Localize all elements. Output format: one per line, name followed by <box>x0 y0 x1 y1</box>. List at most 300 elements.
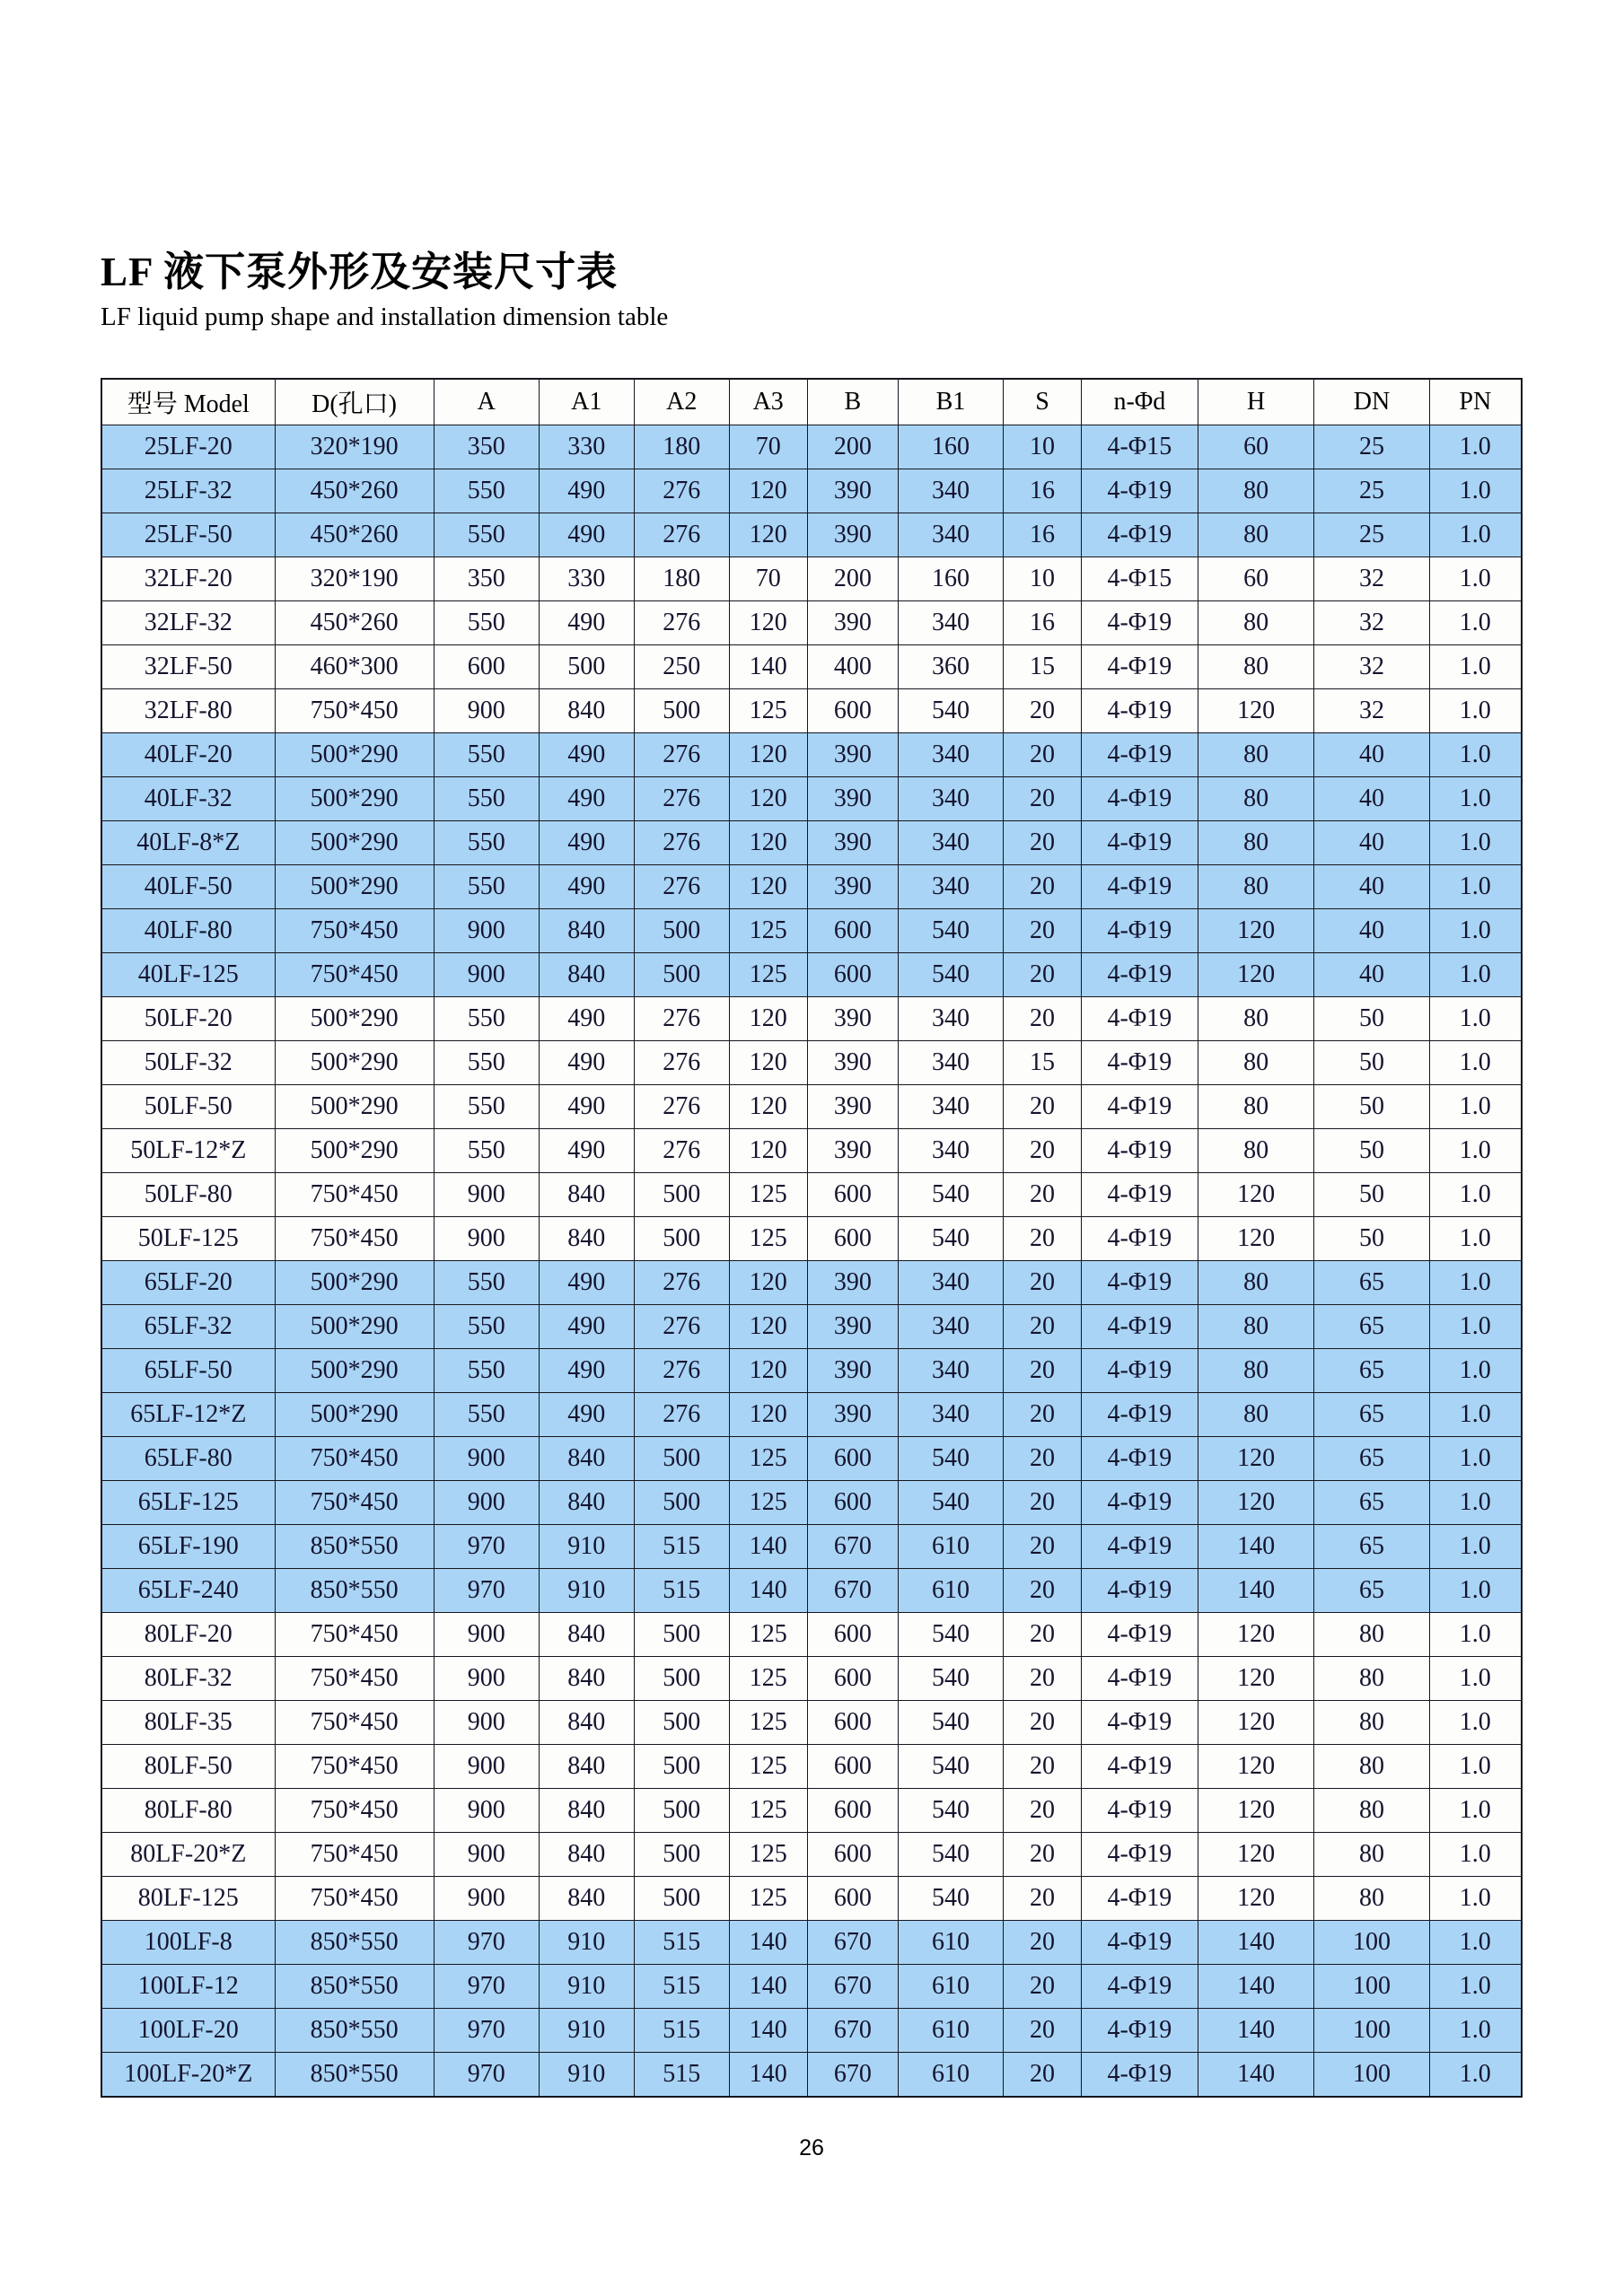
page-number: 26 <box>799 2134 824 2160</box>
table-row <box>101 556 1522 600</box>
cell-a2: 500 <box>634 1700 729 1744</box>
cell-s: 20 <box>1004 732 1082 776</box>
cell-h: 60 <box>1198 425 1314 469</box>
cell-pn: 1.0 <box>1429 1084 1522 1128</box>
cell-b1: 610 <box>898 1524 1003 1568</box>
table-row <box>101 1876 1522 1920</box>
cell-dn: 50 <box>1314 996 1429 1040</box>
cell-model: 50LF-80 <box>101 1172 275 1216</box>
cell-s: 20 <box>1004 996 1082 1040</box>
cell-a3: 70 <box>729 425 807 469</box>
cell-a1: 500 <box>539 644 634 688</box>
cell-h: 140 <box>1198 1964 1314 2008</box>
cell-a: 550 <box>434 776 539 820</box>
cell-pn: 1.0 <box>1429 1392 1522 1436</box>
cell-pn: 1.0 <box>1429 1348 1522 1392</box>
cell-s: 20 <box>1004 1480 1082 1524</box>
cell-a3: 120 <box>729 1084 807 1128</box>
cell-pn: 1.0 <box>1429 1568 1522 1612</box>
cell-b: 670 <box>807 2008 898 2052</box>
cell-a2: 276 <box>634 1084 729 1128</box>
cell-a1: 490 <box>539 820 634 864</box>
cell-a3: 120 <box>729 1392 807 1436</box>
cell-s: 10 <box>1004 425 1082 469</box>
cell-n-phi-d: 4-Φ19 <box>1082 1128 1198 1172</box>
cell-h: 140 <box>1198 2052 1314 2097</box>
cell-h: 120 <box>1198 1876 1314 1920</box>
cell-dn: 32 <box>1314 644 1429 688</box>
cell-dn: 32 <box>1314 556 1429 600</box>
table-row <box>101 1304 1522 1348</box>
cell-a3: 120 <box>729 776 807 820</box>
cell-s: 20 <box>1004 1700 1082 1744</box>
cell-d-kongkou: 850*550 <box>275 1524 434 1568</box>
cell-d-kongkou: 450*260 <box>275 469 434 513</box>
cell-a3: 125 <box>729 1172 807 1216</box>
cell-s: 20 <box>1004 1216 1082 1260</box>
cell-b: 670 <box>807 1920 898 1964</box>
cell-a2: 500 <box>634 1172 729 1216</box>
cell-a1: 840 <box>539 688 634 732</box>
cell-dn: 32 <box>1314 600 1429 644</box>
cell-pn: 1.0 <box>1429 1788 1522 1832</box>
cell-dn: 40 <box>1314 864 1429 908</box>
cell-a2: 180 <box>634 425 729 469</box>
cell-n-phi-d: 4-Φ19 <box>1082 1656 1198 1700</box>
cell-s: 20 <box>1004 1436 1082 1480</box>
table-row <box>101 1172 1522 1216</box>
cell-model: 80LF-20*Z <box>101 1832 275 1876</box>
table-row <box>101 2008 1522 2052</box>
cell-b1: 340 <box>898 1260 1003 1304</box>
cell-a3: 140 <box>729 644 807 688</box>
cell-a1: 840 <box>539 1700 634 1744</box>
cell-n-phi-d: 4-Φ19 <box>1082 1524 1198 1568</box>
page-subtitle: LF liquid pump shape and installation dimension table <box>101 302 669 331</box>
cell-d-kongkou: 750*450 <box>275 1744 434 1788</box>
cell-b: 600 <box>807 952 898 996</box>
cell-dn: 40 <box>1314 776 1429 820</box>
table-header-row <box>101 379 1522 425</box>
cell-model: 40LF-125 <box>101 952 275 996</box>
cell-b1: 340 <box>898 600 1003 644</box>
cell-b1: 340 <box>898 776 1003 820</box>
cell-b: 600 <box>807 1744 898 1788</box>
cell-a2: 276 <box>634 469 729 513</box>
cell-d-kongkou: 500*290 <box>275 1084 434 1128</box>
cell-b: 390 <box>807 1304 898 1348</box>
cell-a3: 120 <box>729 469 807 513</box>
cell-n-phi-d: 4-Φ19 <box>1082 1436 1198 1480</box>
table-row <box>101 1128 1522 1172</box>
cell-a3: 125 <box>729 1788 807 1832</box>
table-row <box>101 1348 1522 1392</box>
cell-s: 20 <box>1004 1876 1082 1920</box>
cell-pn: 1.0 <box>1429 644 1522 688</box>
column-header-a: A <box>434 379 539 425</box>
table-row <box>101 1788 1522 1832</box>
cell-a3: 125 <box>729 1656 807 1700</box>
cell-s: 20 <box>1004 1524 1082 1568</box>
cell-a1: 840 <box>539 1744 634 1788</box>
cell-h: 80 <box>1198 1260 1314 1304</box>
cell-a2: 500 <box>634 1744 729 1788</box>
cell-n-phi-d: 4-Φ19 <box>1082 1964 1198 2008</box>
cell-a1: 840 <box>539 1436 634 1480</box>
cell-b: 390 <box>807 469 898 513</box>
cell-h: 80 <box>1198 820 1314 864</box>
cell-b: 600 <box>807 1656 898 1700</box>
cell-a2: 276 <box>634 1260 729 1304</box>
cell-a: 900 <box>434 1744 539 1788</box>
cell-pn: 1.0 <box>1429 1744 1522 1788</box>
table-row <box>101 1920 1522 1964</box>
cell-a3: 125 <box>729 908 807 952</box>
cell-dn: 65 <box>1314 1348 1429 1392</box>
cell-a: 900 <box>434 1832 539 1876</box>
cell-d-kongkou: 850*550 <box>275 2008 434 2052</box>
cell-a: 970 <box>434 1964 539 2008</box>
cell-n-phi-d: 4-Φ19 <box>1082 1040 1198 1084</box>
cell-a1: 840 <box>539 1612 634 1656</box>
table-row <box>101 1040 1522 1084</box>
cell-b: 200 <box>807 425 898 469</box>
table-row <box>101 688 1522 732</box>
cell-d-kongkou: 750*450 <box>275 1216 434 1260</box>
cell-b1: 540 <box>898 952 1003 996</box>
cell-model: 65LF-125 <box>101 1480 275 1524</box>
cell-a: 900 <box>434 1700 539 1744</box>
cell-b: 390 <box>807 732 898 776</box>
cell-h: 80 <box>1198 1304 1314 1348</box>
cell-h: 120 <box>1198 688 1314 732</box>
cell-s: 16 <box>1004 513 1082 556</box>
cell-dn: 65 <box>1314 1480 1429 1524</box>
cell-b1: 540 <box>898 908 1003 952</box>
cell-b1: 340 <box>898 1084 1003 1128</box>
cell-b1: 340 <box>898 469 1003 513</box>
cell-d-kongkou: 750*450 <box>275 952 434 996</box>
cell-a: 970 <box>434 1524 539 1568</box>
cell-dn: 50 <box>1314 1128 1429 1172</box>
cell-s: 20 <box>1004 864 1082 908</box>
table-row <box>101 1700 1522 1744</box>
cell-n-phi-d: 4-Φ19 <box>1082 469 1198 513</box>
cell-a2: 500 <box>634 1216 729 1260</box>
cell-model: 40LF-50 <box>101 864 275 908</box>
cell-model: 50LF-50 <box>101 1084 275 1128</box>
cell-a3: 120 <box>729 1260 807 1304</box>
cell-model: 80LF-35 <box>101 1700 275 1744</box>
cell-a: 970 <box>434 1920 539 1964</box>
cell-pn: 1.0 <box>1429 1832 1522 1876</box>
cell-a1: 840 <box>539 908 634 952</box>
cell-model: 32LF-20 <box>101 556 275 600</box>
cell-a1: 330 <box>539 425 634 469</box>
cell-a3: 120 <box>729 513 807 556</box>
cell-a: 900 <box>434 1216 539 1260</box>
cell-a3: 125 <box>729 1832 807 1876</box>
cell-a: 550 <box>434 1084 539 1128</box>
cell-b: 670 <box>807 2052 898 2097</box>
cell-a: 550 <box>434 513 539 556</box>
cell-b: 390 <box>807 513 898 556</box>
cell-h: 140 <box>1198 2008 1314 2052</box>
cell-b: 390 <box>807 1260 898 1304</box>
cell-h: 120 <box>1198 1436 1314 1480</box>
cell-a3: 125 <box>729 1216 807 1260</box>
cell-pn: 1.0 <box>1429 556 1522 600</box>
table-row <box>101 1084 1522 1128</box>
cell-n-phi-d: 4-Φ19 <box>1082 732 1198 776</box>
cell-a: 600 <box>434 644 539 688</box>
cell-a: 900 <box>434 952 539 996</box>
cell-dn: 40 <box>1314 952 1429 996</box>
cell-pn: 1.0 <box>1429 1216 1522 1260</box>
cell-b: 390 <box>807 996 898 1040</box>
cell-d-kongkou: 850*550 <box>275 1964 434 2008</box>
cell-model: 100LF-8 <box>101 1920 275 1964</box>
column-header-b1: B1 <box>898 379 1003 425</box>
cell-a1: 490 <box>539 1084 634 1128</box>
cell-a: 550 <box>434 1304 539 1348</box>
cell-model: 65LF-12*Z <box>101 1392 275 1436</box>
cell-a1: 490 <box>539 1128 634 1172</box>
cell-a: 900 <box>434 1480 539 1524</box>
cell-pn: 1.0 <box>1429 2008 1522 2052</box>
cell-a2: 276 <box>634 996 729 1040</box>
cell-s: 20 <box>1004 1348 1082 1392</box>
cell-pn: 1.0 <box>1429 1172 1522 1216</box>
cell-h: 120 <box>1198 1216 1314 1260</box>
cell-h: 80 <box>1198 1392 1314 1436</box>
cell-h: 120 <box>1198 1480 1314 1524</box>
cell-a2: 500 <box>634 952 729 996</box>
cell-d-kongkou: 750*450 <box>275 688 434 732</box>
cell-b1: 540 <box>898 1876 1003 1920</box>
cell-h: 120 <box>1198 952 1314 996</box>
cell-a: 900 <box>434 1876 539 1920</box>
cell-dn: 50 <box>1314 1040 1429 1084</box>
cell-n-phi-d: 4-Φ19 <box>1082 908 1198 952</box>
cell-pn: 1.0 <box>1429 2052 1522 2097</box>
cell-a1: 840 <box>539 1876 634 1920</box>
table-row <box>101 1524 1522 1568</box>
page-title: LF 液下泵外形及安装尺寸表 <box>101 250 619 294</box>
cell-h: 80 <box>1198 996 1314 1040</box>
cell-h: 80 <box>1198 513 1314 556</box>
cell-a: 970 <box>434 2052 539 2097</box>
cell-b: 670 <box>807 1964 898 2008</box>
cell-d-kongkou: 320*190 <box>275 425 434 469</box>
cell-h: 120 <box>1198 1612 1314 1656</box>
cell-a1: 490 <box>539 1260 634 1304</box>
cell-model: 32LF-32 <box>101 600 275 644</box>
cell-b: 390 <box>807 776 898 820</box>
cell-b: 600 <box>807 1172 898 1216</box>
cell-pn: 1.0 <box>1429 469 1522 513</box>
cell-h: 80 <box>1198 1084 1314 1128</box>
cell-a1: 840 <box>539 1832 634 1876</box>
cell-d-kongkou: 500*290 <box>275 1128 434 1172</box>
table-row <box>101 1656 1522 1700</box>
cell-b1: 610 <box>898 2008 1003 2052</box>
cell-pn: 1.0 <box>1429 908 1522 952</box>
cell-a: 550 <box>434 820 539 864</box>
cell-a2: 276 <box>634 513 729 556</box>
cell-d-kongkou: 500*290 <box>275 776 434 820</box>
cell-pn: 1.0 <box>1429 820 1522 864</box>
cell-a3: 120 <box>729 820 807 864</box>
cell-n-phi-d: 4-Φ19 <box>1082 644 1198 688</box>
cell-b1: 540 <box>898 1744 1003 1788</box>
cell-b1: 540 <box>898 1788 1003 1832</box>
cell-a2: 500 <box>634 908 729 952</box>
cell-model: 50LF-125 <box>101 1216 275 1260</box>
cell-dn: 80 <box>1314 1788 1429 1832</box>
cell-dn: 40 <box>1314 820 1429 864</box>
cell-n-phi-d: 4-Φ15 <box>1082 556 1198 600</box>
cell-a1: 910 <box>539 1964 634 2008</box>
cell-a3: 120 <box>729 1348 807 1392</box>
cell-a: 550 <box>434 1392 539 1436</box>
cell-b: 600 <box>807 1788 898 1832</box>
cell-a2: 515 <box>634 1920 729 1964</box>
cell-s: 20 <box>1004 776 1082 820</box>
cell-a1: 490 <box>539 1040 634 1084</box>
cell-n-phi-d: 4-Φ19 <box>1082 952 1198 996</box>
dimension-table <box>101 378 1523 2098</box>
cell-a: 550 <box>434 996 539 1040</box>
cell-model: 40LF-8*Z <box>101 820 275 864</box>
cell-b: 400 <box>807 644 898 688</box>
cell-a1: 840 <box>539 1656 634 1700</box>
cell-a3: 120 <box>729 864 807 908</box>
cell-a3: 120 <box>729 1304 807 1348</box>
column-header-a2: A2 <box>634 379 729 425</box>
cell-a1: 840 <box>539 1172 634 1216</box>
cell-a3: 125 <box>729 1436 807 1480</box>
table-row <box>101 600 1522 644</box>
cell-a2: 276 <box>634 1128 729 1172</box>
cell-a2: 276 <box>634 732 729 776</box>
cell-d-kongkou: 500*290 <box>275 1392 434 1436</box>
cell-model: 80LF-125 <box>101 1876 275 1920</box>
cell-model: 100LF-20*Z <box>101 2052 275 2097</box>
cell-n-phi-d: 4-Φ19 <box>1082 1832 1198 1876</box>
cell-model: 50LF-12*Z <box>101 1128 275 1172</box>
cell-dn: 80 <box>1314 1656 1429 1700</box>
cell-n-phi-d: 4-Φ19 <box>1082 1392 1198 1436</box>
cell-pn: 1.0 <box>1429 1436 1522 1480</box>
cell-model: 65LF-50 <box>101 1348 275 1392</box>
cell-b1: 540 <box>898 1216 1003 1260</box>
cell-pn: 1.0 <box>1429 1656 1522 1700</box>
cell-b1: 540 <box>898 1832 1003 1876</box>
cell-model: 80LF-32 <box>101 1656 275 1700</box>
cell-b1: 610 <box>898 2052 1003 2097</box>
cell-b: 390 <box>807 1084 898 1128</box>
cell-a3: 140 <box>729 1568 807 1612</box>
cell-a2: 500 <box>634 1436 729 1480</box>
column-header-b: B <box>807 379 898 425</box>
cell-b1: 340 <box>898 1392 1003 1436</box>
cell-a2: 276 <box>634 1348 729 1392</box>
cell-s: 20 <box>1004 1788 1082 1832</box>
cell-model: 40LF-20 <box>101 732 275 776</box>
cell-n-phi-d: 4-Φ19 <box>1082 1568 1198 1612</box>
cell-d-kongkou: 500*290 <box>275 864 434 908</box>
cell-s: 20 <box>1004 1392 1082 1436</box>
cell-model: 80LF-20 <box>101 1612 275 1656</box>
table-row <box>101 1744 1522 1788</box>
table-row <box>101 1216 1522 1260</box>
cell-n-phi-d: 4-Φ19 <box>1082 820 1198 864</box>
cell-a3: 125 <box>729 952 807 996</box>
cell-dn: 100 <box>1314 1920 1429 1964</box>
cell-pn: 1.0 <box>1429 600 1522 644</box>
cell-h: 120 <box>1198 1744 1314 1788</box>
cell-dn: 80 <box>1314 1700 1429 1744</box>
cell-d-kongkou: 320*190 <box>275 556 434 600</box>
cell-dn: 100 <box>1314 2008 1429 2052</box>
cell-n-phi-d: 4-Φ19 <box>1082 2008 1198 2052</box>
cell-b1: 340 <box>898 1348 1003 1392</box>
cell-model: 80LF-50 <box>101 1744 275 1788</box>
table-row <box>101 1612 1522 1656</box>
cell-b1: 540 <box>898 1700 1003 1744</box>
cell-a3: 125 <box>729 1744 807 1788</box>
cell-a1: 910 <box>539 1920 634 1964</box>
table-row <box>101 1964 1522 2008</box>
table-row <box>101 644 1522 688</box>
cell-n-phi-d: 4-Φ19 <box>1082 776 1198 820</box>
cell-pn: 1.0 <box>1429 776 1522 820</box>
cell-a1: 910 <box>539 2052 634 2097</box>
cell-a1: 490 <box>539 469 634 513</box>
cell-b1: 610 <box>898 1920 1003 1964</box>
cell-a1: 910 <box>539 2008 634 2052</box>
cell-d-kongkou: 750*450 <box>275 1656 434 1700</box>
cell-pn: 1.0 <box>1429 864 1522 908</box>
cell-a3: 140 <box>729 1524 807 1568</box>
cell-dn: 40 <box>1314 908 1429 952</box>
cell-h: 60 <box>1198 556 1314 600</box>
cell-n-phi-d: 4-Φ19 <box>1082 1084 1198 1128</box>
cell-b: 600 <box>807 908 898 952</box>
cell-b1: 340 <box>898 820 1003 864</box>
cell-a: 900 <box>434 1656 539 1700</box>
cell-dn: 50 <box>1314 1216 1429 1260</box>
cell-h: 120 <box>1198 1700 1314 1744</box>
cell-d-kongkou: 500*290 <box>275 1260 434 1304</box>
cell-a1: 490 <box>539 513 634 556</box>
table-row <box>101 469 1522 513</box>
cell-a: 550 <box>434 1348 539 1392</box>
cell-n-phi-d: 4-Φ19 <box>1082 688 1198 732</box>
table-row <box>101 952 1522 996</box>
cell-a3: 120 <box>729 600 807 644</box>
cell-a1: 490 <box>539 1348 634 1392</box>
cell-model: 100LF-20 <box>101 2008 275 2052</box>
cell-model: 25LF-32 <box>101 469 275 513</box>
table-header <box>101 379 1522 425</box>
cell-model: 65LF-20 <box>101 1260 275 1304</box>
cell-d-kongkou: 500*290 <box>275 732 434 776</box>
cell-d-kongkou: 500*290 <box>275 820 434 864</box>
cell-a1: 490 <box>539 1304 634 1348</box>
cell-b: 600 <box>807 688 898 732</box>
